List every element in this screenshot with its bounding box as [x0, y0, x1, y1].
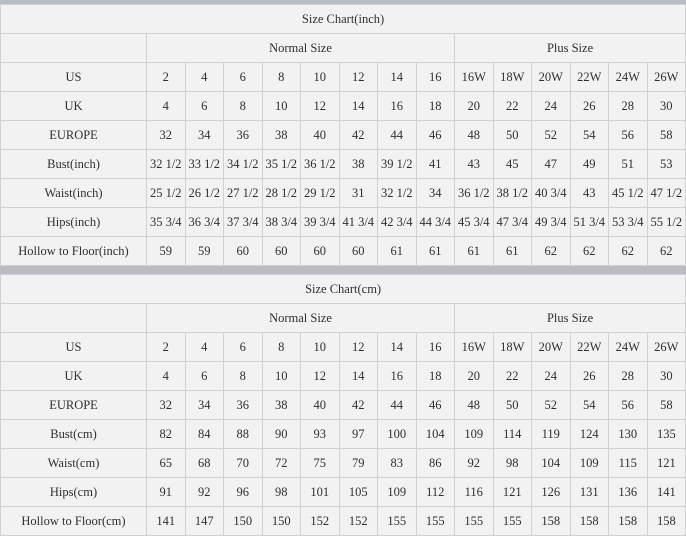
cell: 14 — [378, 333, 417, 362]
cell: 152 — [339, 507, 378, 536]
cell: 61 — [455, 237, 494, 266]
cell: 35 1/2 — [262, 150, 301, 179]
cell: 22 — [493, 362, 532, 391]
cell: 82 — [147, 420, 186, 449]
cell: 16 — [416, 333, 455, 362]
cell: 24 — [532, 362, 571, 391]
cell: 31 — [339, 179, 378, 208]
cell: 36 — [224, 391, 263, 420]
table-row — [1, 478, 686, 507]
table-row — [1, 420, 686, 449]
cell: 115 — [609, 449, 648, 478]
cell: 25 1/2 — [147, 179, 186, 208]
cell: 28 1/2 — [262, 179, 301, 208]
cell: 28 — [609, 362, 648, 391]
cell: 26W — [647, 333, 686, 362]
table-row — [1, 333, 686, 362]
cell: 32 1/2 — [378, 179, 417, 208]
cell: 38 — [262, 121, 301, 150]
table-row — [1, 507, 686, 536]
cell: 55 1/2 — [647, 208, 686, 237]
cell: 32 — [147, 391, 186, 420]
cell: 126 — [532, 478, 571, 507]
cell: 155 — [416, 507, 455, 536]
table-row — [1, 391, 686, 420]
cell: 36 1/2 — [455, 179, 494, 208]
cell: 100 — [378, 420, 417, 449]
cell: 40 3/4 — [532, 179, 571, 208]
cell: 36 1/2 — [301, 150, 340, 179]
cell: 61 — [416, 237, 455, 266]
cell: 97 — [339, 420, 378, 449]
row-label: Hollow to Floor(inch) — [1, 237, 147, 266]
cell: 45 3/4 — [455, 208, 494, 237]
cell: 4 — [185, 63, 224, 92]
cell: 92 — [185, 478, 224, 507]
cell: 20W — [532, 63, 571, 92]
table-row — [1, 92, 686, 121]
cell: 28 — [609, 92, 648, 121]
cell: 41 3/4 — [339, 208, 378, 237]
cell: 124 — [570, 420, 609, 449]
cell: 86 — [416, 449, 455, 478]
cell: 51 3/4 — [570, 208, 609, 237]
cell: 8 — [224, 92, 263, 121]
cell: 16 — [378, 362, 417, 391]
cell: 119 — [532, 420, 571, 449]
cell: 53 — [647, 150, 686, 179]
size-chart-inch-table — [0, 4, 686, 266]
chart-title-row — [1, 5, 686, 34]
cell: 12 — [339, 63, 378, 92]
cell: 32 1/2 — [147, 150, 186, 179]
cell: 18 — [416, 362, 455, 391]
cell: 109 — [378, 478, 417, 507]
row-label: US — [1, 63, 147, 92]
cell: 136 — [609, 478, 648, 507]
cell: 46 — [416, 121, 455, 150]
cell: 158 — [609, 507, 648, 536]
group-header-row — [1, 304, 686, 333]
cell: 32 — [147, 121, 186, 150]
cell: 40 — [301, 391, 340, 420]
cell: 2 — [147, 63, 186, 92]
cell: 34 1/2 — [224, 150, 263, 179]
cell: 84 — [185, 420, 224, 449]
cell: 26 — [570, 362, 609, 391]
cell: 24 — [532, 92, 571, 121]
size-chart-cm-table — [0, 274, 686, 536]
cell: 52 — [532, 391, 571, 420]
cell: 54 — [570, 391, 609, 420]
cell: 39 3/4 — [301, 208, 340, 237]
cell: 38 3/4 — [262, 208, 301, 237]
cell: 6 — [224, 63, 263, 92]
cell: 59 — [147, 237, 186, 266]
cell: 16W — [455, 63, 494, 92]
cell: 60 — [339, 237, 378, 266]
cell: 131 — [570, 478, 609, 507]
cell: 152 — [301, 507, 340, 536]
cell: 22 — [493, 92, 532, 121]
cell: 158 — [532, 507, 571, 536]
group-header-row — [1, 34, 686, 63]
cell: 116 — [455, 478, 494, 507]
row-label: Bust(inch) — [1, 150, 147, 179]
corner-cell — [1, 304, 147, 333]
cell: 18W — [493, 333, 532, 362]
row-label: EUROPE — [1, 391, 147, 420]
cell: 49 3/4 — [532, 208, 571, 237]
cell: 60 — [262, 237, 301, 266]
cell: 114 — [493, 420, 532, 449]
cell: 39 1/2 — [378, 150, 417, 179]
group-header-normal: Normal Size — [147, 304, 455, 333]
cell: 20 — [455, 92, 494, 121]
row-label: Hips(inch) — [1, 208, 147, 237]
cell: 16W — [455, 333, 494, 362]
cell: 53 3/4 — [609, 208, 648, 237]
cell: 141 — [647, 478, 686, 507]
cell: 27 1/2 — [224, 179, 263, 208]
row-label: US — [1, 333, 147, 362]
cell: 37 3/4 — [224, 208, 263, 237]
cell: 16 — [416, 63, 455, 92]
cell: 62 — [609, 237, 648, 266]
cell: 26W — [647, 63, 686, 92]
cell: 79 — [339, 449, 378, 478]
group-header-normal: Normal Size — [147, 34, 455, 63]
table-row — [1, 179, 686, 208]
cell: 42 — [339, 391, 378, 420]
row-label: Waist(cm) — [1, 449, 147, 478]
row-label: UK — [1, 92, 147, 121]
cell: 18W — [493, 63, 532, 92]
cell: 60 — [301, 237, 340, 266]
cell: 6 — [224, 333, 263, 362]
corner-cell — [1, 34, 147, 63]
cell: 2 — [147, 333, 186, 362]
cell: 20 — [455, 362, 494, 391]
cell: 48 — [455, 391, 494, 420]
cell: 109 — [570, 449, 609, 478]
cell: 8 — [262, 63, 301, 92]
table-row — [1, 449, 686, 478]
cell: 4 — [147, 362, 186, 391]
cell: 61 — [378, 237, 417, 266]
cell: 6 — [185, 92, 224, 121]
cell: 34 — [185, 121, 224, 150]
cell: 10 — [262, 92, 301, 121]
cell: 14 — [339, 92, 378, 121]
cell: 72 — [262, 449, 301, 478]
cell: 54 — [570, 121, 609, 150]
cell: 36 3/4 — [185, 208, 224, 237]
cell: 40 — [301, 121, 340, 150]
cell: 35 3/4 — [147, 208, 186, 237]
cell: 47 — [532, 150, 571, 179]
cell: 155 — [493, 507, 532, 536]
cell: 49 — [570, 150, 609, 179]
cell: 43 — [570, 179, 609, 208]
size-chart-cm — [0, 274, 686, 536]
table-row — [1, 362, 686, 391]
cell: 26 — [570, 92, 609, 121]
cell: 52 — [532, 121, 571, 150]
cell: 91 — [147, 478, 186, 507]
cell: 65 — [147, 449, 186, 478]
group-header-plus: Plus Size — [455, 304, 686, 333]
row-label: EUROPE — [1, 121, 147, 150]
group-header-plus: Plus Size — [455, 34, 686, 63]
cell: 34 — [416, 179, 455, 208]
row-label: Hollow to Floor(cm) — [1, 507, 147, 536]
cell: 24W — [609, 63, 648, 92]
cell: 30 — [647, 362, 686, 391]
chart-title-row — [1, 275, 686, 304]
cell: 112 — [416, 478, 455, 507]
cell: 33 1/2 — [185, 150, 224, 179]
cell: 8 — [262, 333, 301, 362]
cell: 62 — [532, 237, 571, 266]
cell: 6 — [185, 362, 224, 391]
cell: 96 — [224, 478, 263, 507]
cell: 155 — [378, 507, 417, 536]
cell: 38 — [262, 391, 301, 420]
cell: 98 — [493, 449, 532, 478]
cell: 10 — [301, 333, 340, 362]
row-label: UK — [1, 362, 147, 391]
cell: 29 1/2 — [301, 179, 340, 208]
cell: 12 — [301, 92, 340, 121]
cell: 14 — [339, 362, 378, 391]
cell: 42 3/4 — [378, 208, 417, 237]
cell: 50 — [493, 391, 532, 420]
cell: 105 — [339, 478, 378, 507]
cell: 20W — [532, 333, 571, 362]
cell: 8 — [224, 362, 263, 391]
cell: 44 3/4 — [416, 208, 455, 237]
cell: 58 — [647, 391, 686, 420]
table-row — [1, 63, 686, 92]
cell: 38 1/2 — [493, 179, 532, 208]
row-label: Bust(cm) — [1, 420, 147, 449]
cell: 41 — [416, 150, 455, 179]
cell: 68 — [185, 449, 224, 478]
cell: 104 — [532, 449, 571, 478]
cell: 109 — [455, 420, 494, 449]
cell: 62 — [570, 237, 609, 266]
cell: 42 — [339, 121, 378, 150]
cell: 47 1/2 — [647, 179, 686, 208]
cell: 158 — [570, 507, 609, 536]
cell: 44 — [378, 121, 417, 150]
cell: 155 — [455, 507, 494, 536]
cell: 26 1/2 — [185, 179, 224, 208]
cell: 58 — [647, 121, 686, 150]
cell: 10 — [262, 362, 301, 391]
cell: 92 — [455, 449, 494, 478]
cell: 12 — [301, 362, 340, 391]
cell: 45 — [493, 150, 532, 179]
cell: 61 — [493, 237, 532, 266]
cell: 22W — [570, 63, 609, 92]
cell: 121 — [493, 478, 532, 507]
cell: 44 — [378, 391, 417, 420]
cell: 30 — [647, 92, 686, 121]
chart-title: Size Chart(cm) — [1, 275, 686, 304]
cell: 46 — [416, 391, 455, 420]
table-row — [1, 237, 686, 266]
cell: 135 — [647, 420, 686, 449]
cell: 59 — [185, 237, 224, 266]
cell: 51 — [609, 150, 648, 179]
cell: 43 — [455, 150, 494, 179]
cell: 36 — [224, 121, 263, 150]
cell: 56 — [609, 121, 648, 150]
table-row — [1, 121, 686, 150]
cell: 130 — [609, 420, 648, 449]
row-label: Hips(cm) — [1, 478, 147, 507]
row-label: Waist(inch) — [1, 179, 147, 208]
cell: 22W — [570, 333, 609, 362]
cell: 4 — [147, 92, 186, 121]
cell: 75 — [301, 449, 340, 478]
cell: 47 3/4 — [493, 208, 532, 237]
cell: 150 — [262, 507, 301, 536]
cell: 16 — [378, 92, 417, 121]
cell: 62 — [647, 237, 686, 266]
table-row — [1, 208, 686, 237]
size-chart-inch — [0, 4, 686, 266]
cell: 83 — [378, 449, 417, 478]
cell: 70 — [224, 449, 263, 478]
cell: 45 1/2 — [609, 179, 648, 208]
cell: 48 — [455, 121, 494, 150]
cell: 4 — [185, 333, 224, 362]
cell: 141 — [147, 507, 186, 536]
cell: 90 — [262, 420, 301, 449]
cell: 150 — [224, 507, 263, 536]
chart-title: Size Chart(inch) — [1, 5, 686, 34]
cell: 14 — [378, 63, 417, 92]
cell: 56 — [609, 391, 648, 420]
cell: 104 — [416, 420, 455, 449]
cell: 88 — [224, 420, 263, 449]
cell: 121 — [647, 449, 686, 478]
cell: 93 — [301, 420, 340, 449]
cell: 24W — [609, 333, 648, 362]
table-row — [1, 150, 686, 179]
cell: 60 — [224, 237, 263, 266]
cell: 12 — [339, 333, 378, 362]
cell: 98 — [262, 478, 301, 507]
cell: 50 — [493, 121, 532, 150]
cell: 158 — [647, 507, 686, 536]
cell: 101 — [301, 478, 340, 507]
cell: 18 — [416, 92, 455, 121]
cell: 10 — [301, 63, 340, 92]
cell: 147 — [185, 507, 224, 536]
cell: 34 — [185, 391, 224, 420]
cell: 38 — [339, 150, 378, 179]
